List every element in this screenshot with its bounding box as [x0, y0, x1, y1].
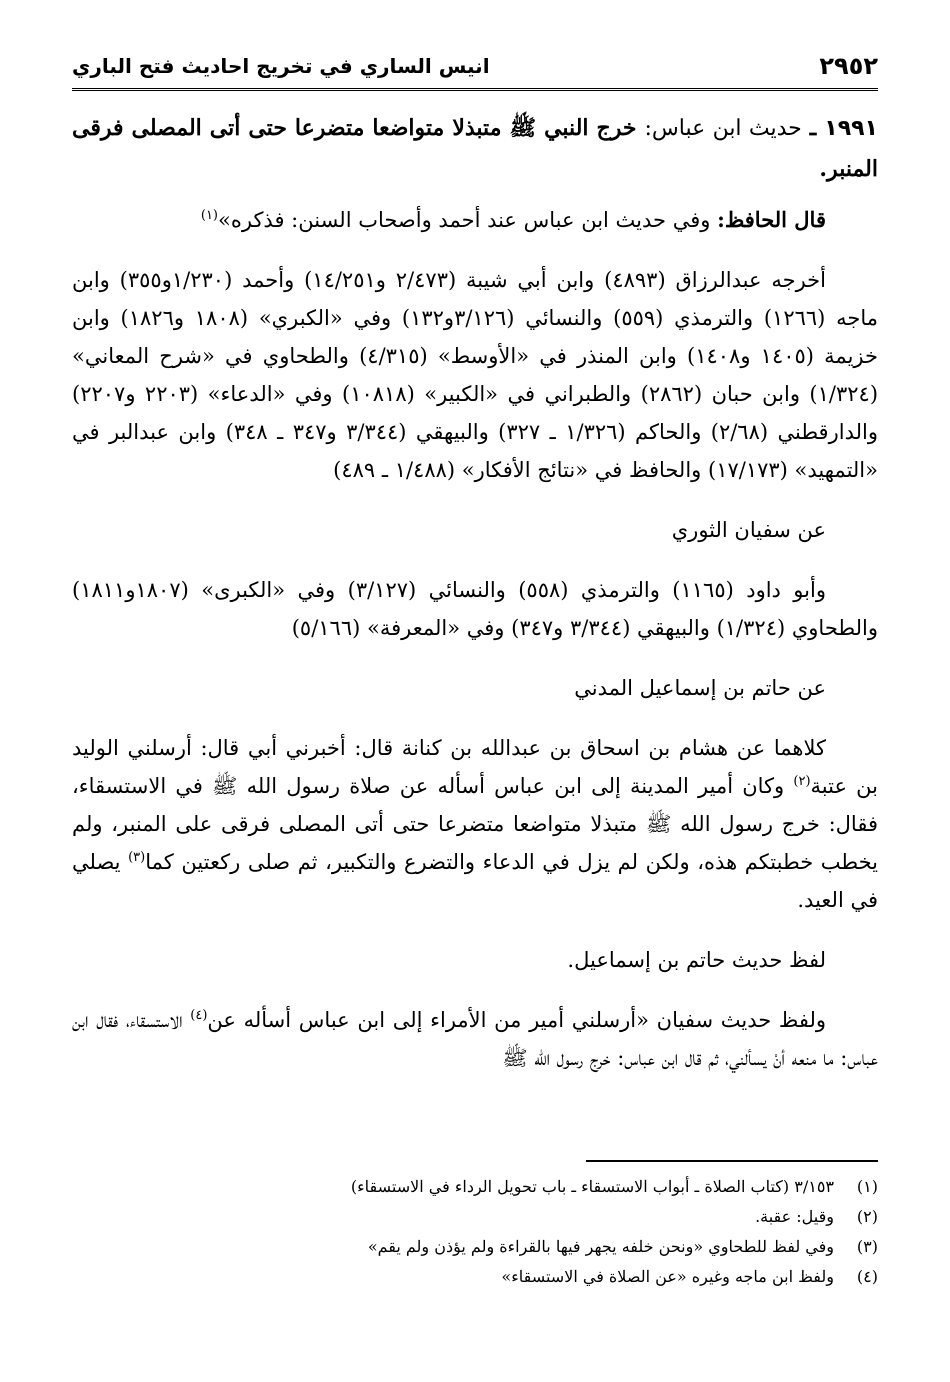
hadith-heading — [72, 108, 878, 189]
lafz-sufyan-part-1: ولفظ حديث سفيان «أرسلني أمير من الأمراء إلى ابن عباس أسأله عن — [207, 1008, 826, 1032]
page-body — [72, 108, 878, 1077]
page-header — [72, 44, 878, 91]
footnote — [72, 1172, 878, 1202]
footnote — [72, 1202, 878, 1232]
running-title: انيس الساري في تخريج احاديث فتح الباري — [72, 54, 490, 78]
narration-part-2: وكان أمير المدينة إلى ابن عباس أسأله عن صلاة رسول الله ﷺ في الاستسقاء، فقال: خرج رسول الله ﷺ متبذلا متواضعا متضرعا حتى أتى المصلى فرقى على المنبر، ولم يخطب خطبتكم هذه، ولكن لم يزل في الدعاء والتضرع والتكبير، ثم صلى ركعتين كما — [72, 774, 878, 874]
hafiz-paragraph — [72, 201, 878, 239]
footnote-ref-1: (١) — [200, 208, 218, 223]
takhrij-paragraph-1: أخرجه عبدالرزاق (٤٨٩٣) وابن أبي شيبة (٢/٤٧٣ و١٤/٢٥١) وأحمد (١/٢٣٠و٣٥٥) وابن ماجه (١٢٦٦) والترمذي (٥٥٩) والنسائي (٣/١٢٦و١٣٢) وفي «الكبري» (١٨٠٨ و١٨٢٦) وابن خزيمة (١٤٠٥ و١٤٠٨) وابن المنذر في «الأوسط» (٤/٣١٥) والطحاوي في «شرح المعاني» (١/٣٢٤) وابن حبان (٢٨٦٢) والطبراني في «الكبير» (١٠٨١٨) وفي «الدعاء» (٢٢٠٣ و٢٢٠٧) والدارقطني (٢/٦٨) والحاكم (١/٣٢٦ ـ ٣٢٧) والبيهقي (٣/٣٤٤ و٣٤٧ ـ ٣٤٨) وابن عبدالبر في «التمهيد» (١٧/١٧٣) والحافظ في «نتائج الأفكار» (١/٤٨٨ ـ ٤٨٩) — [72, 268, 879, 482]
hafiz-label: قال الحافظ: — [717, 207, 826, 232]
hadith-intro: حديث ابن عباس: — [644, 116, 802, 141]
footnote-number: (٤) — [856, 1267, 878, 1286]
footnote-ref-2: (٢) — [793, 774, 811, 789]
footnote-ref-4: (٤) — [190, 1008, 208, 1023]
footnote-text: ٣/١٥٣ (كتاب الصلاة ـ أبواب الاستسقاء ـ باب تحويل الرداء في الاستسقاء) — [350, 1177, 834, 1196]
footnote — [72, 1262, 878, 1292]
footnote — [72, 1232, 878, 1262]
footnote-ref-3: (٣) — [128, 850, 146, 865]
source-hatim: عن حاتم بن إسماعيل المدني — [574, 676, 826, 700]
footnote-separator — [586, 1160, 878, 1162]
hadith-text: خرج النبي ﷺ متبذلا متواضعا متضرعا حتى أتى المصلى فرقى المنبر. — [72, 115, 878, 182]
narration-part-1: كلاهما عن هشام بن اسحاق بن عبدالله بن كنانة قال: أخبرني أبي قال: أرسلني الوليد بن عتبة — [72, 736, 878, 798]
lafz-sufyan-paragraph — [72, 1001, 878, 1077]
takhrij-paragraph-2: وأبو داود (١١٦٥) والترمذي (٥٥٨) والنسائي (٣/١٢٧) وفي «الكبرى» (١٨٠٧و١٨١١) والطحاوي (١/٣٢٤) والبيهقي (٣/٣٤٤ و٣٤٧) وفي «المعرفة» (٥/١٦٦) — [72, 578, 878, 640]
hadith-dash: ـ — [809, 115, 817, 141]
footnote-number: (١) — [856, 1177, 878, 1196]
page-number: ٢٩٥٢ — [819, 52, 878, 80]
narration-part-3: يصلي في العيد. — [72, 850, 878, 912]
source-sufyan: عن سفيان الثوري — [671, 518, 826, 542]
footnote-number: (٢) — [856, 1207, 878, 1226]
hafiz-text: وفي حديث ابن عباس عند أحمد وأصحاب السنن: فذكره» — [218, 208, 711, 232]
footnote-text: ولفظ ابن ماجه وغيره «عن الصلاة في الاستسقاء» — [501, 1267, 834, 1286]
footnote-text: وفي لفظ للطحاوي «ونحن خلفه يجهر فيها بالقراءة ولم يؤذن ولم يقم» — [367, 1237, 834, 1256]
hadith-number: ١٩٩١ — [824, 116, 878, 141]
lafz-sufyan-part-2: الاستسقاء، فقال ابن عباس: ما منعه أنْ يسألني، ثم قال ابن عباس: خرج رسول الله ﷺ — [72, 1008, 878, 1070]
footnotes — [72, 1172, 878, 1292]
narration-paragraph — [72, 729, 878, 919]
footnote-number: (٣) — [856, 1237, 878, 1256]
footnote-text: وقيل: عقبة. — [755, 1207, 834, 1226]
lafz-hatim: لفظ حديث حاتم بن إسماعيل. — [567, 948, 826, 972]
